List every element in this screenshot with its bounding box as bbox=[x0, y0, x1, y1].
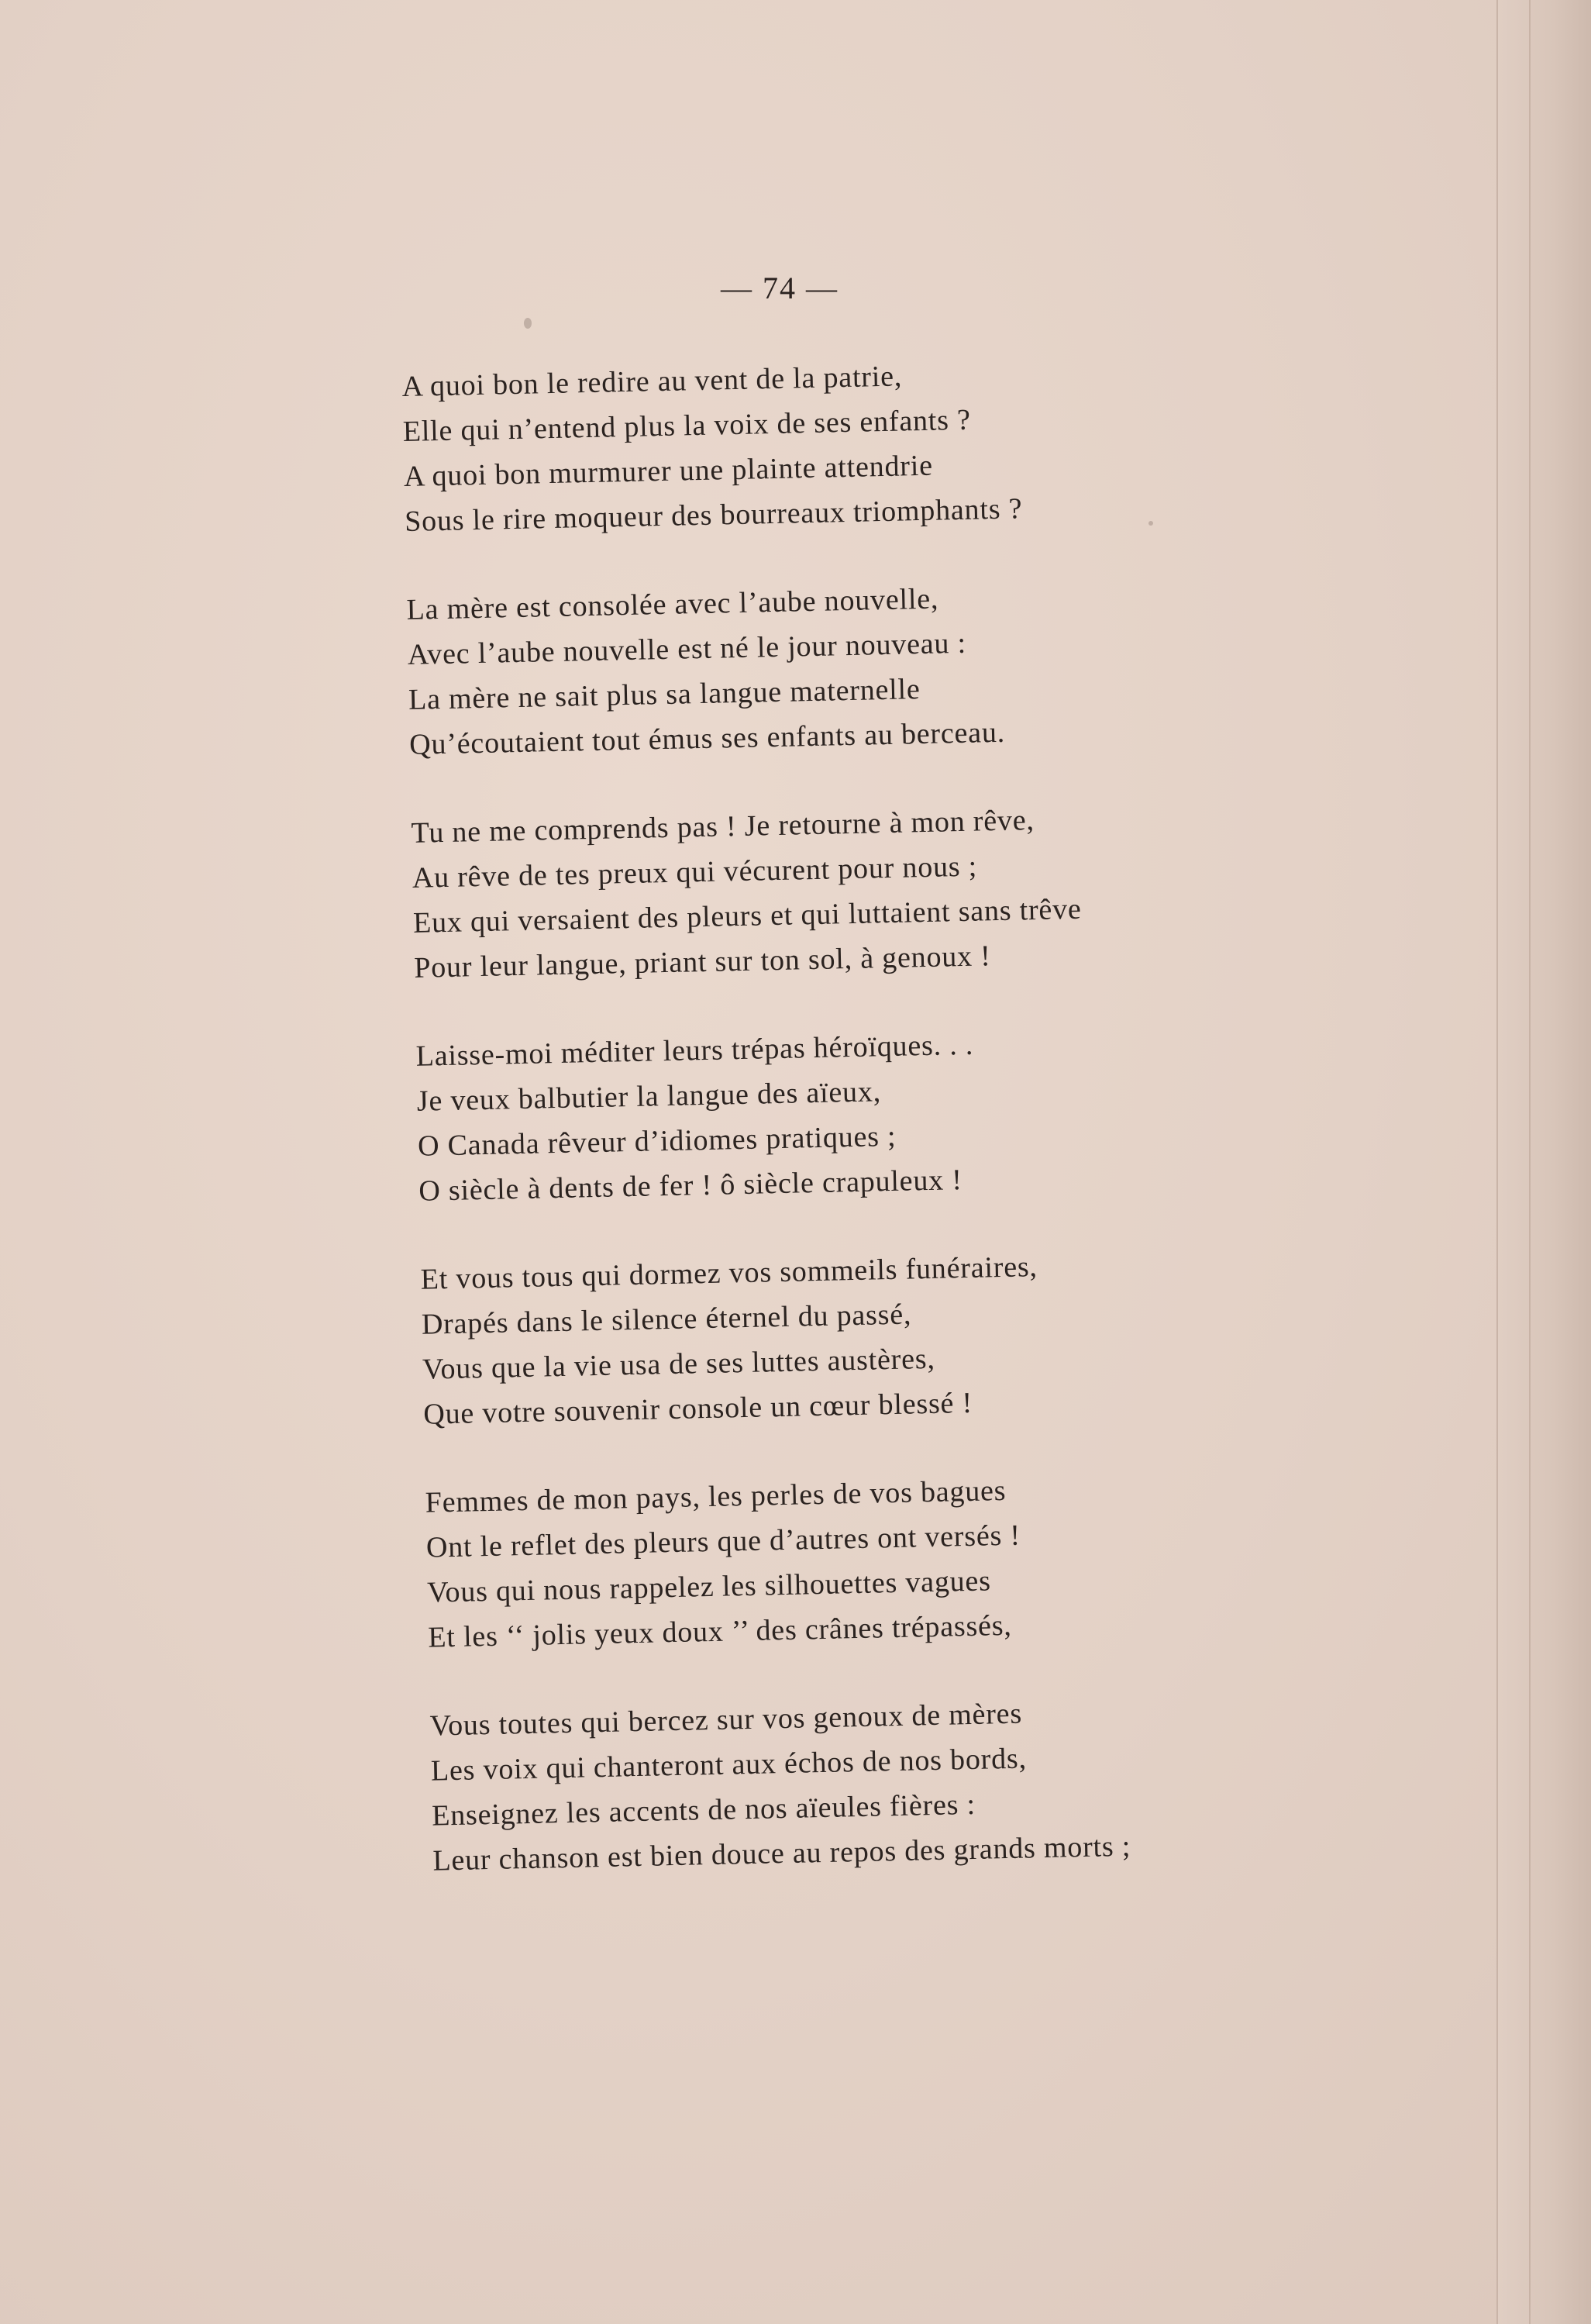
poem-line: Elle qui n’entend plus la voix de ses enfants ? bbox=[402, 403, 972, 448]
poem-line: Avec l’aube nouvelle est né le jour nouveau : bbox=[407, 626, 967, 671]
poem-line: Tu ne me comprends pas ! Je retourne à mon rêve, bbox=[411, 804, 1035, 850]
poem-line: Drapés dans le silence éternel du passé, bbox=[421, 1298, 912, 1341]
poem-line: Qu’écoutaient tout émus ses enfants au berceau. bbox=[408, 715, 1006, 761]
poem-line: A quoi bon le redire au vent de la patrie, bbox=[401, 360, 903, 403]
poem-line: Au rêve de tes preux qui vécurent pour nous ; bbox=[412, 850, 978, 895]
poem-line: Vous que la vie usa de ses luttes austères, bbox=[422, 1342, 936, 1386]
poem-line: O siècle à dents de fer ! ô siècle crapuleux ! bbox=[418, 1164, 963, 1208]
poem-line: Et vous tous qui dormez vos sommeils funéraires, bbox=[420, 1250, 1038, 1296]
poem-line: Eux qui versaient des pleurs et qui luttaient sans trêve bbox=[412, 892, 1082, 940]
stanza bbox=[415, 1015, 1349, 1214]
poem-line: La mère ne sait plus sa langue maternelle bbox=[408, 673, 921, 716]
poem-line: Je veux balbutier la langue des aïeux, bbox=[416, 1075, 882, 1118]
poem-line: Que votre souvenir console un cœur blessé ! bbox=[422, 1386, 973, 1431]
poem-line: Vous qui nous rappelez les silhouettes vagues bbox=[426, 1564, 992, 1609]
stanza bbox=[429, 1684, 1363, 1883]
poem-line: Ont le reflet des pleurs que d’autres ont versés ! bbox=[425, 1519, 1021, 1564]
poem-line: Vous toutes qui bercez sur vos genoux de mères bbox=[429, 1697, 1023, 1743]
paper-speck bbox=[524, 318, 532, 329]
poem-line: Et les ‘‘ jolis yeux doux ’’ des crânes trépassés, bbox=[427, 1609, 1013, 1654]
stanza bbox=[420, 1238, 1354, 1437]
poem-line: Laisse-moi méditer leurs trépas héroïques. . . bbox=[415, 1028, 974, 1073]
poem-line: A quoi bon murmurer une plainte attendrie bbox=[403, 449, 934, 493]
stanza bbox=[406, 568, 1340, 767]
stanza bbox=[411, 791, 1345, 991]
page-number: — 74 — bbox=[721, 271, 839, 305]
poem-line: Enseignez les accents de nos aïeules fières : bbox=[431, 1788, 976, 1833]
stanza bbox=[425, 1461, 1359, 1660]
poem-line: Sous le rire moqueur des bourreaux triomphants ? bbox=[404, 492, 1023, 538]
poem-line: Femmes de mon pays, les perles de vos bagues bbox=[425, 1474, 1007, 1519]
stanza bbox=[401, 345, 1335, 544]
poem-line: La mère est consolée avec l’aube nouvelle, bbox=[406, 582, 939, 626]
poem-line: O Canada rêveur d’idiomes pratiques ; bbox=[417, 1119, 897, 1163]
poem-line: Leur chanson est bien douce au repos des grands morts ; bbox=[432, 1829, 1131, 1877]
poem-body bbox=[401, 345, 1364, 1927]
poem-line: Pour leur langue, priant sur ton sol, à genoux ! bbox=[413, 940, 992, 984]
poem-line: Les voix qui chanteront aux échos de nos bords, bbox=[430, 1742, 1028, 1788]
page-gutter bbox=[1496, 0, 1591, 2324]
gutter-fold-line bbox=[1529, 0, 1531, 2324]
